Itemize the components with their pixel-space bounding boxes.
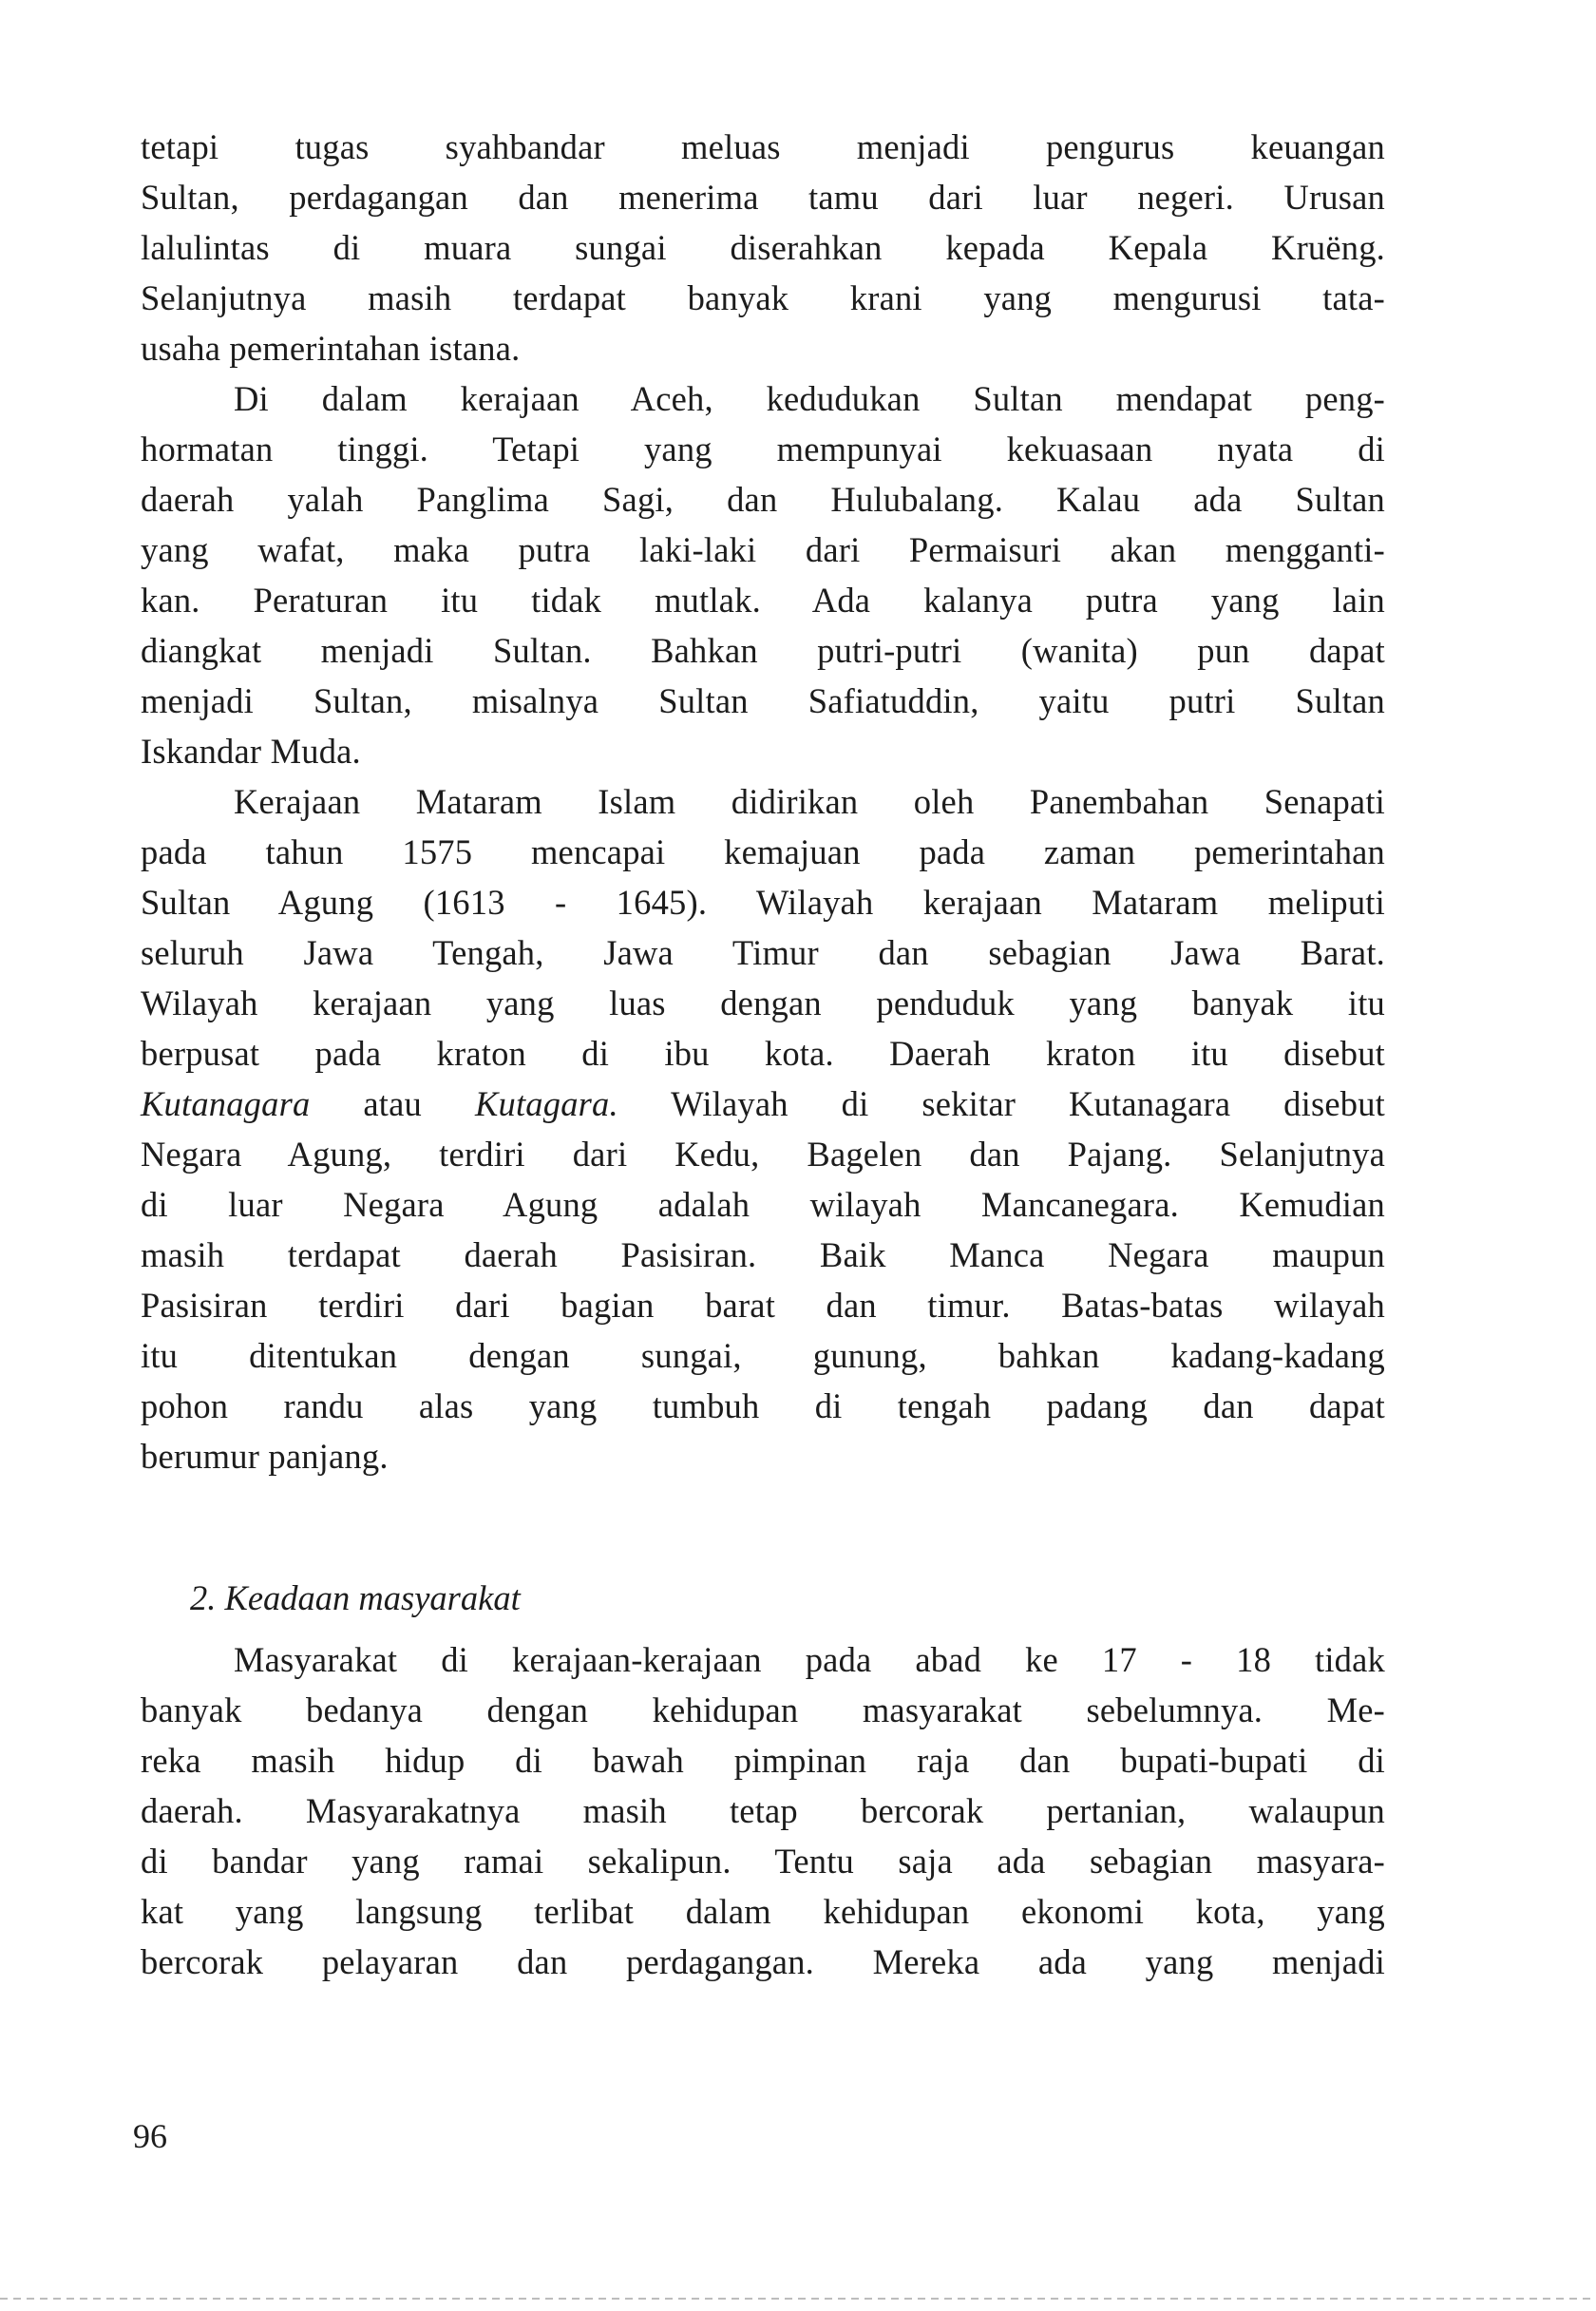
text-line: Iskandar Muda. (141, 732, 361, 771)
text-line: bercorak pelayaran dan perdagangan. Mereka ada yang menjadi (141, 1942, 1385, 1981)
text-line: lalulintas di muara sungai diserahkan kepada Kepala Kruëng. (141, 228, 1385, 267)
text-line: Masyarakat di kerajaan-kerajaan pada abad ke 17 - 18 tidak (234, 1640, 1385, 1679)
paragraph-mataram (141, 776, 1385, 1481)
text-line: reka masih hidup di bawah pimpinan raja dan bupati-bupati di (141, 1741, 1385, 1780)
italic-term: Kutanagara (141, 1084, 311, 1123)
text-line: masih terdapat daerah Pasisiran. Baik Manca Negara maupun (141, 1235, 1385, 1274)
text-line: yang wafat, maka putra laki-laki dari Permaisuri akan mengganti- (141, 530, 1385, 569)
text-line: Di dalam kerajaan Aceh, kedudukan Sultan mendapat peng- (234, 379, 1385, 418)
text-line: Negara Agung, terdiri dari Kedu, Bagelen dan Pajang. Selanjutnya (141, 1135, 1385, 1174)
text-line: Pasisiran terdiri dari bagian barat dan timur. Batas-batas wilayah (141, 1286, 1385, 1325)
text-line: Kerajaan Mataram Islam didirikan oleh Panembahan Senapati (234, 782, 1385, 821)
text-line: menjadi Sultan, misalnya Sultan Safiatuddin, yaitu putri Sultan (141, 681, 1385, 720)
text-line: di luar Negara Agung adalah wilayah Mancanegara. Kemudian (141, 1185, 1385, 1224)
text-line: hormatan tinggi. Tetapi yang mempunyai kekuasaan nyata di (141, 430, 1385, 468)
text-line: seluruh Jawa Tengah, Jawa Timur dan sebagian Jawa Barat. (141, 933, 1385, 972)
text-line: daerah yalah Panglima Sagi, dan Hulubalang. Kalau ada Sultan (141, 480, 1385, 519)
text-line: Wilayah kerajaan yang luas dengan penduduk yang banyak itu (141, 984, 1385, 1022)
page-number: 96 (133, 2117, 167, 2155)
text-line: berpusat pada kraton di ibu kota. Daerah kraton itu disebut (141, 1034, 1385, 1073)
text-line: diangkat menjadi Sultan. Bahkan putri-putri (wanita) pun dapat (141, 631, 1385, 670)
text-line: kan. Peraturan itu tidak mutlak. Ada kalanya putra yang lain (141, 581, 1385, 620)
text-line: banyak bedanya dengan kehidupan masyarakat sebelumnya. Me- (141, 1690, 1385, 1729)
text-line: di bandar yang ramai sekalipun. Tentu saja ada sebagian masyara- (141, 1842, 1385, 1881)
scan-edge-divider (0, 2298, 1596, 2300)
text-fragment: Wilayah di sekitar Kutanagara disebut (671, 1084, 1386, 1123)
text-line: Sultan Agung (1613 - 1645). Wilayah kerajaan Mataram meliputi (141, 883, 1385, 922)
text-line: itu ditentukan dengan sungai, gunung, bahkan kadang-kadang (141, 1336, 1385, 1375)
text-line: berumur panjang. (141, 1437, 389, 1476)
paragraph-aceh (141, 373, 1385, 776)
text-line: Sultan, perdagangan dan menerima tamu dari luar negeri. Urusan (141, 178, 1385, 217)
text-line: tetapi tugas syahbandar meluas menjadi pengurus keuangan (141, 127, 1385, 166)
section-heading: 2. Keadaan masyarakat (190, 1578, 521, 1617)
text-line: daerah. Masyarakatnya masih tetap bercorak pertanian, walaupun (141, 1791, 1385, 1830)
text-fragment: atau (363, 1084, 422, 1123)
italic-term: Kutagara. (474, 1084, 618, 1123)
paragraph-syahbandar (141, 122, 1385, 373)
paragraph-masyarakat (141, 1634, 1385, 1987)
text-line: kat yang langsung terlibat dalam kehidupan ekonomi kota, yang (141, 1892, 1385, 1931)
page-body (141, 122, 1385, 1987)
text-line: Selanjutnya masih terdapat banyak krani yang mengurusi tata- (141, 278, 1385, 317)
text-line: pohon randu alas yang tumbuh di tengah padang dan dapat (141, 1386, 1385, 1425)
text-line: pada tahun 1575 mencapai kemajuan pada zaman pemerintahan (141, 832, 1385, 871)
text-line-with-italics (141, 1079, 1385, 1129)
text-line: usaha pemerintahan istana. (141, 329, 521, 368)
